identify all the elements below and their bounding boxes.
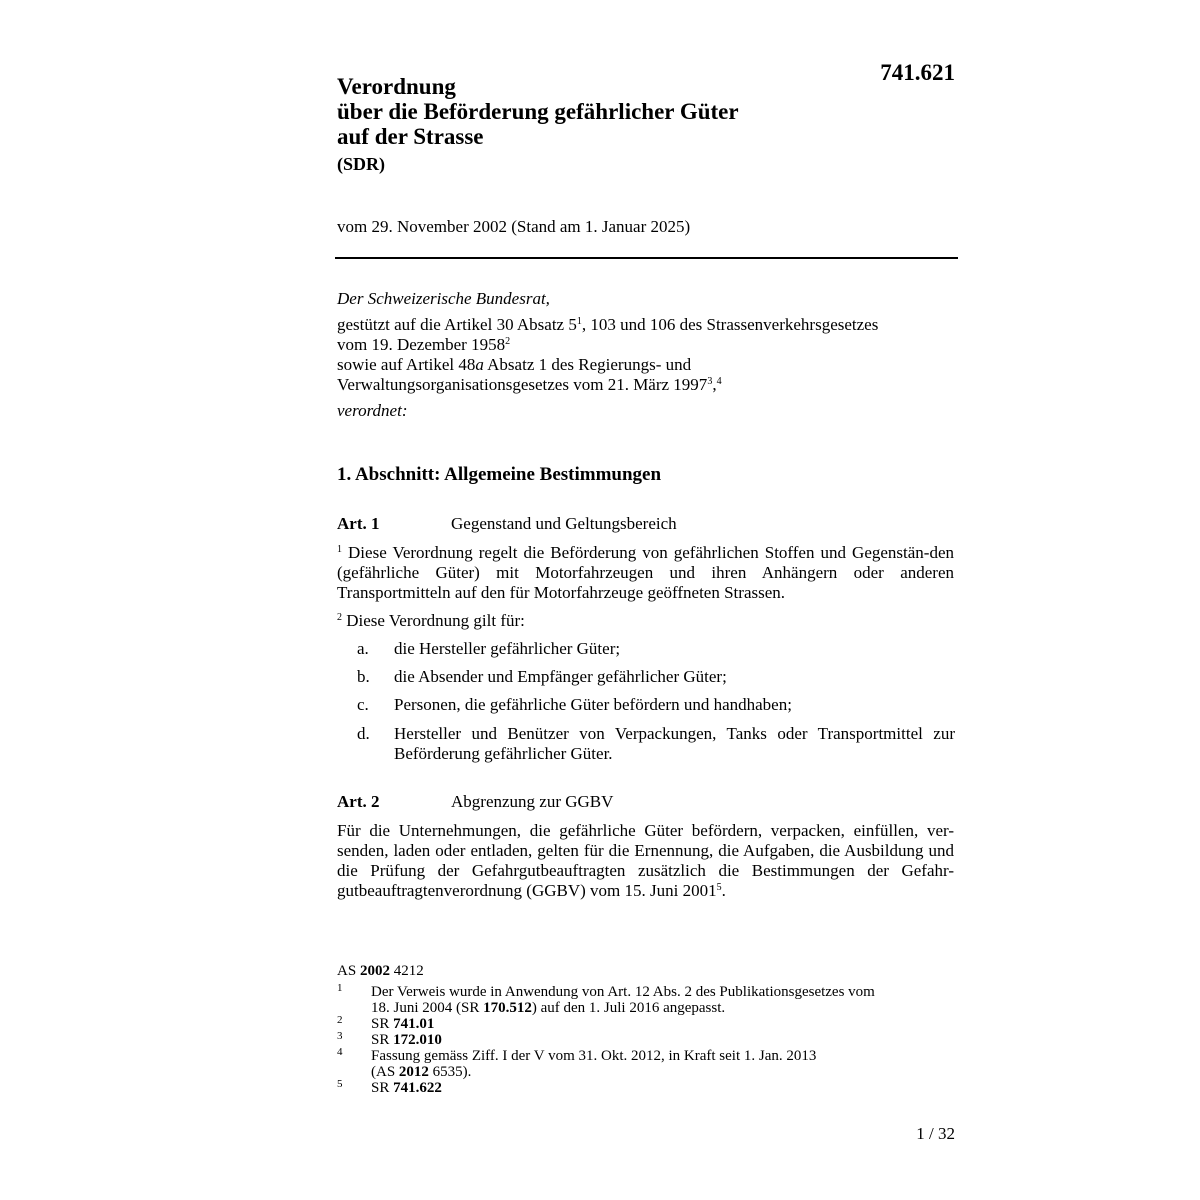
- header-divider: [335, 257, 958, 259]
- date-line: vom 29. November 2002 (Stand am 1. Januar 2025): [337, 217, 691, 236]
- list-item: Hersteller und Benützer von Verpackungen, Tanks oder Transportmittel zur Beförderung gefährlicher Güter.: [394, 724, 955, 763]
- list-item: die Hersteller gefährlicher Güter;: [394, 639, 621, 658]
- list-item: Personen, die gefährliche Güter befördern und handhaben;: [394, 695, 792, 714]
- footnote-ref[interactable]: 4: [716, 376, 722, 387]
- art1-paragraph-1: $^1$ Diese Verordnung regelt die Beförderung von gefährlichen Stoffen und Gegenstän-den (gefährliche Güter) mit Motorfahrzeugen und ihren Anhängern oder anderen Transportmitteln auf den für Motorfahrzeuge geöffneten Strassen.: [337, 543, 954, 602]
- preamble-authority: Der Schweizerische Bundesrat,: [337, 289, 550, 308]
- footnote-text: Fassung gemäss Ziff. I der V vom 31. Okt. 2012, in Kraft seit 1. Jan. 2013 (AS 2012 6535).: [371, 1048, 817, 1080]
- art1-title: Gegenstand und Geltungsbereich: [451, 514, 677, 533]
- title-line: Verordnung: [337, 74, 456, 99]
- section-title: 1. Abschnitt: Allgemeine Bestimmungen: [337, 464, 662, 485]
- art2-paragraph: Für die Unternehmungen, die gefährliche Güter befördern, verpacken, einfüllen, ver-senden, laden oder entladen, gelten für die Ernennung, die Aufgaben, die Ausbildung und die Prüfung der Gefahrgutbeauftragten zusätzlich die Bestimmungen der Gefahr-gutbeauftragtenverordnung (GGBV) vom 15. Juni 2001$^5$.: [337, 821, 954, 900]
- list-item-letter: d.: [357, 724, 370, 743]
- footnote-number: 1: [337, 982, 343, 994]
- footnote-number: 4: [337, 1046, 343, 1058]
- footnote-text: SR 741.622: [371, 1080, 442, 1096]
- art2-title: Abgrenzung zur GGBV: [451, 792, 614, 811]
- title-line: auf der Strasse: [337, 124, 484, 149]
- footnote-ref[interactable]: 5: [716, 882, 722, 893]
- page-number: 1 / 32: [916, 1124, 955, 1143]
- preamble-decrees: verordnet:: [337, 401, 408, 420]
- title-line: über die Beförderung gefährlicher Güter: [337, 99, 739, 124]
- as-reference: AS 2002 4212: [337, 963, 424, 979]
- footnote-text: Der Verweis wurde in Anwendung von Art. 12 Abs. 2 des Publikationsgesetzes vom 18. Juni 2004 (SR 170.512) auf den 1. Juli 2016 angepasst.: [371, 984, 875, 1016]
- list-item-letter: a.: [357, 639, 369, 658]
- document-title: [337, 74, 837, 149]
- list-item-letter: c.: [357, 695, 369, 714]
- footnote-number: 2: [337, 1014, 343, 1026]
- art2-number: Art. 2: [337, 792, 380, 811]
- sr-number: 741.621: [880, 60, 955, 85]
- footnote-ref[interactable]: 2: [505, 336, 511, 347]
- art1-number: Art. 1: [337, 514, 380, 533]
- art1-paragraph-2: $^2$ Diese Verordnung gilt für:: [337, 611, 525, 630]
- footnote-text: SR 741.01: [371, 1016, 435, 1032]
- footnote-text: SR 172.010: [371, 1032, 442, 1048]
- preamble-basis: gestützt auf die Artikel 30 Absatz $5^1$, 103 und 106 des Strassenverkehrsgesetzes vom 19. Dezember 1958$^2$ sowie auf Artikel 48a Absatz 1 des Regierungs- und Verwaltungsorganisationsgesetzes vom 21. März 1997$^3$,$^4$: [337, 315, 879, 394]
- footnote-ref[interactable]: 3: [707, 376, 713, 387]
- footnote-number: 3: [337, 1030, 343, 1042]
- list-item: die Absender und Empfänger gefährlicher Güter;: [394, 667, 727, 686]
- list-item-letter: b.: [357, 667, 370, 686]
- footnote-ref[interactable]: 1: [576, 316, 582, 327]
- title-abbreviation: (SDR): [337, 154, 385, 174]
- footnote-number: 5: [337, 1078, 343, 1090]
